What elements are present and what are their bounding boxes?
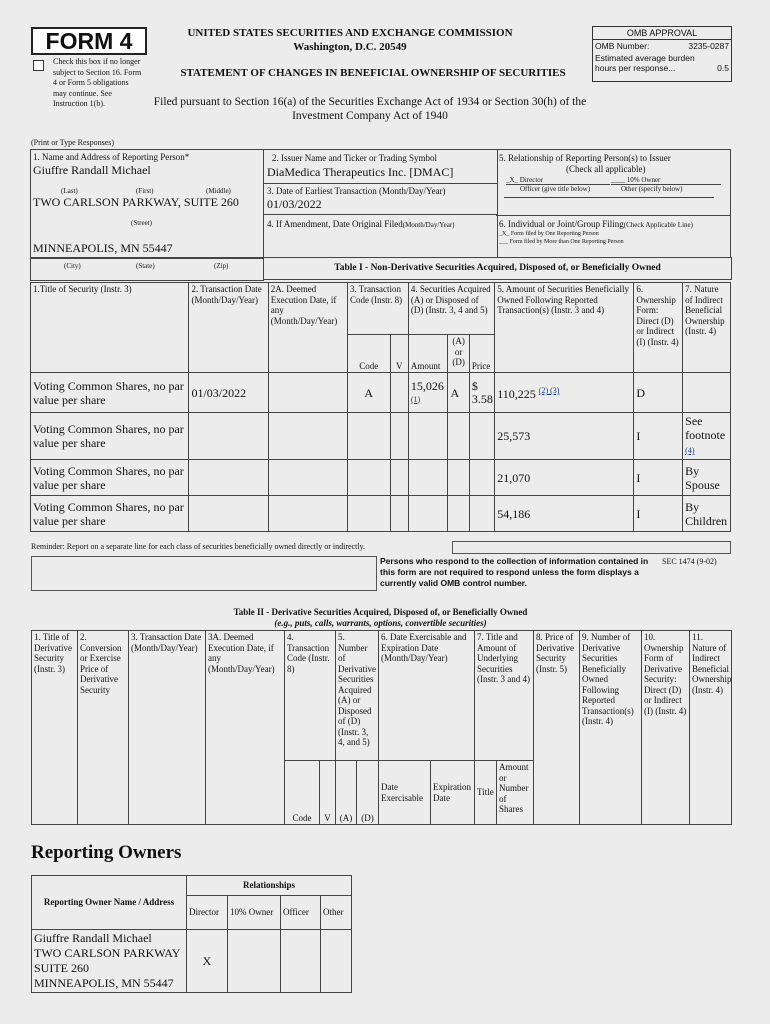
t1-r0-code: A	[347, 373, 390, 413]
table2	[31, 630, 732, 825]
other-header: Other	[321, 896, 352, 930]
filing-line1: _X_ Form filed by One Reporting Person	[499, 231, 599, 237]
state-caption: (State)	[136, 262, 155, 270]
t2-header-deemed: 3A. Deemed Execution Date, if any (Month/Day/Year)	[206, 631, 285, 825]
t1-r3-form: I	[634, 496, 683, 532]
t1-r2-nature: By Spouse	[683, 460, 731, 496]
last-caption: (Last)	[61, 187, 78, 195]
t1-r1-title: Voting Common Shares, no par value per share	[31, 413, 189, 460]
omb-burden: Estimated average burden	[595, 52, 695, 63]
checkbox-text: Check this box if no longer subject to Section 16. Form 4 or Form 5 obligations may continue. See Instruction 1(b).	[53, 57, 142, 108]
box1-name-address	[30, 149, 264, 259]
box4-amendment	[263, 214, 498, 258]
t1-r3-owned: 54,186	[495, 496, 634, 532]
reminder-blank-box	[31, 556, 377, 591]
t1-header-date: 2. Transaction Date (Month/Day/Year)	[189, 283, 268, 373]
t1-sub-v: V	[390, 335, 408, 373]
box6-label: 6. Individual or Joint/Group Filing	[499, 219, 624, 229]
table2-subtitle: (e.g., puts, calls, warrants, options, convertible securities)	[274, 618, 487, 628]
table-row	[31, 460, 731, 496]
t1-r3-title: Voting Common Shares, no par value per share	[31, 496, 189, 532]
owner-line2: TWO CARLSON PARKWAY	[34, 946, 181, 960]
owner-line3: SUITE 260	[34, 961, 89, 975]
t2-sub-date-ex: Date Exercisable	[379, 761, 431, 825]
owner-line4: MINNEAPOLIS, MN 55447	[34, 976, 174, 990]
t1-r0-form: D	[634, 373, 683, 413]
street-value: TWO CARLSON PARKWAY, SUITE 260	[33, 195, 239, 209]
reporting-owners-heading: Reporting Owners	[31, 842, 182, 863]
t2-header-nature: 11. Nature of Indirect Beneficial Ownership (Instr. 4)	[690, 631, 732, 825]
relationships-header: Relationships	[187, 876, 352, 896]
box6-sub: (Check Applicable Line)	[623, 221, 693, 229]
t1-r1-nature: See footnote	[685, 414, 726, 442]
table1-title-bar	[263, 257, 732, 280]
t1-r0-owned: 110,225	[497, 387, 536, 401]
t2-header-exercisable: 6. Date Exercisable and Expiration Date (Month/Day/Year)	[379, 631, 475, 761]
street-caption: (Street)	[131, 219, 152, 227]
middle-caption: (Middle)	[206, 187, 231, 195]
footnote-link-4[interactable]: (4)	[685, 446, 695, 455]
omb-title: OMB APPROVAL	[593, 27, 731, 40]
statement-title: STATEMENT OF CHANGES IN BENEFICIAL OWNERSHIP OF SECURITIES	[180, 67, 566, 79]
no-longer-subject-checkbox[interactable]	[33, 58, 44, 76]
owner-address	[32, 930, 187, 993]
sec-code: SEC 1474 (9-02)	[662, 557, 717, 566]
omb-hours-label: hours per response...	[595, 63, 676, 73]
zip-caption: (Zip)	[214, 262, 229, 270]
t1-header-amount: 5. Amount of Securities Beneficially Owned Following Reported Transaction(s) (Instr. 3 and 4)	[495, 283, 634, 373]
persons-notice: Persons who respond to the collection of information contained in this form are not required to respond unless the form displays a currently valid OMB control number.	[380, 556, 649, 588]
t2-sub-a: (A)	[336, 761, 357, 825]
t1-r1-owned: 25,573	[495, 413, 634, 460]
table-row	[31, 496, 731, 532]
box1-star: *	[184, 152, 190, 162]
t1-r3-nature: By Children	[683, 496, 731, 532]
t1-header-deemed: 2A. Deemed Execution Date, if any (Month/Day/Year)	[268, 283, 347, 373]
t2-sub-d: (D)	[357, 761, 379, 825]
box5-relationship	[496, 149, 731, 216]
reminder-text: Reminder: Report on a separate line for each class of securities beneficially owned directly or indirectly.	[31, 542, 366, 551]
print-type-note: (Print or Type Responses)	[31, 138, 115, 147]
filing-line2: ___ Form filed by More than One Reporting Person	[499, 239, 624, 245]
t2-sub-amount: Amount or Number of Shares	[497, 761, 534, 825]
t1-r2-owned: 21,070	[495, 460, 634, 496]
box6-filing	[496, 214, 731, 258]
reminder-field	[452, 541, 731, 554]
ten-percent-header: 10% Owner	[228, 896, 281, 930]
box2-label: 2. Issuer Name and Ticker or Trading Symbol	[272, 153, 437, 163]
t1-sub-amount: Amount	[408, 335, 448, 373]
city-state-zip-captions	[30, 257, 264, 281]
footnote-link-2-3[interactable]: (2) (3)	[538, 386, 560, 395]
table1	[30, 282, 731, 532]
other-option: Other (specify below)	[611, 184, 721, 193]
officer-option: Officer (give title below)	[506, 184, 610, 193]
t2-header-code: 4. Transaction Code (Instr. 8)	[285, 631, 336, 761]
reporting-owners-table	[31, 875, 352, 993]
t1-r2-title: Voting Common Shares, no par value per share	[31, 460, 189, 496]
t2-sub-exp: Expiration Date	[431, 761, 475, 825]
t2-header-underlying: 7. Title and Amount of Underlying Securities (Instr. 3 and 4)	[475, 631, 534, 761]
t1-header-form: 6. Ownership Form: Direct (D) or Indirect (I) (Instr. 4)	[634, 283, 683, 373]
t1-sub-aord: (A) or (D)	[448, 335, 469, 373]
table-row	[31, 413, 731, 460]
box4-sub: (Month/Day/Year)	[402, 221, 455, 229]
t1-r0-title: Voting Common Shares, no par value per share	[31, 373, 189, 413]
t2-header-form: 10. Ownership Form of Derivative Security: Direct (D) or Indirect (I) (Instr. 4)	[642, 631, 690, 825]
t1-sub-code: Code	[347, 335, 390, 373]
t1-sub-price: Price	[469, 335, 494, 373]
table-row	[31, 373, 731, 413]
box4-label: 4. If Amendment, Date Original Filed	[267, 219, 403, 229]
t2-sub-v: V	[320, 761, 336, 825]
officer-header: Officer	[281, 896, 321, 930]
t1-r1-form: I	[634, 413, 683, 460]
table1-title: Table I - Non-Derivative Securities Acquired, Disposed of, or Beneficially Owned	[334, 263, 661, 273]
earliest-date: 01/03/2022	[267, 197, 322, 211]
omb-hours: 0.5	[717, 63, 729, 73]
box5-label: 5. Relationship of Reporting Person(s) to Issuer	[499, 153, 671, 163]
omb-number-label: OMB Number:	[595, 41, 650, 51]
omb-number: 3235-0287	[688, 41, 729, 51]
t2-sub-title: Title	[475, 761, 497, 825]
city-value: MINNEAPOLIS, MN 55447	[33, 241, 173, 255]
filed-pursuant: Filed pursuant to Section 16(a) of the Securities Exchange Act of 1934 or Section 30(h) of the Investment Company Act of 1940	[153, 96, 587, 122]
t1-header-acquired: 4. Securities Acquired (A) or Disposed of (D) (Instr. 3, 4 and 5)	[408, 283, 494, 335]
t2-header-date: 3. Transaction Date (Month/Day/Year)	[129, 631, 206, 825]
form-title-box	[31, 27, 147, 55]
t1-r0-aord: A	[448, 373, 469, 413]
t1-header-title: 1.Title of Security (Instr. 3)	[31, 283, 189, 373]
director-header: Director	[187, 896, 228, 930]
agency-location: Washington, D.C. 20549	[293, 41, 407, 53]
t2-header-title: 1. Title of Derivative Security (Instr. 3)	[32, 631, 78, 825]
t2-header-number: 5. Number of Derivative Securities Acquired (A) or Disposed of (D) (Instr. 3, 4, and 5)	[336, 631, 379, 761]
omb-approval-box	[592, 26, 732, 82]
t1-header-nature: 7. Nature of Indirect Beneficial Ownership (Instr. 4)	[683, 283, 731, 373]
form-title: FORM 4	[45, 28, 133, 54]
table-row	[32, 930, 352, 993]
issuer-name: DiaMedica Therapeutics Inc. [DMAC]	[267, 165, 454, 179]
footnote-link-1[interactable]: (1)	[410, 394, 421, 404]
t2-sub-code: Code	[285, 761, 320, 825]
t2-header-conversion: 2. Conversion or Exercise Price of Derivative Security	[78, 631, 129, 825]
box3-earliest-date	[263, 182, 498, 215]
t2-header-price: 8. Price of Derivative Security (Instr. 5)	[534, 631, 580, 825]
agency-name: UNITED STATES SECURITIES AND EXCHANGE COMMISSION	[187, 27, 513, 39]
t1-header-code: 3. Transaction Code (Instr. 8)	[347, 283, 408, 335]
first-caption: (First)	[136, 187, 154, 195]
box3-label: 3. Date of Earliest Transaction (Month/Day/Year)	[267, 186, 446, 196]
city-caption: (City)	[64, 262, 81, 270]
ten-percent-option: ____ 10% Owner	[611, 176, 661, 184]
table2-title: Table II - Derivative Securities Acquired, Disposed of, or Beneficially Owned	[233, 607, 528, 617]
owner-name-header: Reporting Owner Name / Address	[32, 876, 187, 930]
t2-header-owned: 9. Number of Derivative Securities Beneficially Owned Following Reported Transaction(s) (Instr. 4)	[580, 631, 642, 825]
owner-line1: Giuffre Randall Michael	[34, 931, 152, 945]
reporting-person-name: Giuffre Randall Michael	[33, 163, 151, 177]
box5-sub: (Check all applicable)	[566, 164, 646, 174]
box1-label: 1. Name and Address of Reporting Person	[33, 152, 185, 162]
director-option: _X_ Director	[506, 176, 544, 184]
t1-r0-price: $ 3.58	[469, 373, 494, 413]
owner-director-mark: X	[187, 930, 228, 993]
t1-r2-form: I	[634, 460, 683, 496]
box2-issuer	[263, 149, 498, 184]
t1-r0-amount: 15,026	[410, 378, 444, 393]
t1-r0-date: 01/03/2022	[189, 373, 268, 413]
